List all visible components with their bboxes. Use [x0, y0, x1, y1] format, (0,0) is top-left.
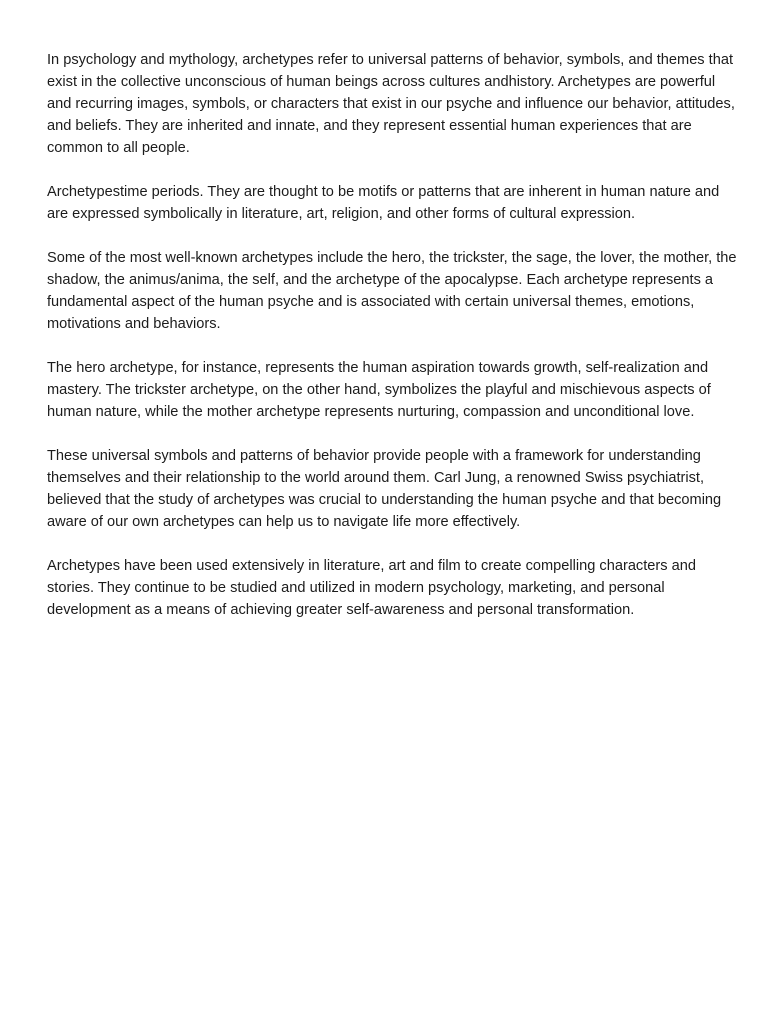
- paragraph-hero-archetype: The hero archetype, for instance, represents the human aspiration towards growth, self-realization and mastery. The trickster archetype, on the other hand, symbolizes the playful and mischievous aspects of human nature, while the mother archetype represents nurturing, compassion and unconditional love.: [47, 360, 711, 420]
- paragraph-intro: In psychology and mythology, archetypes refer to universal patterns of behavior, symbols, and themes that exist in the collective unconscious of human beings across cultures andhistory. Archetypes are powerful and recurring images, symbols, or characters that exist in our psyche and influence our behavior, attitudes, and beliefs. They are inherited and innate, and they represent essential human experiences that are common to all people.: [47, 52, 735, 156]
- document-body: [47, 49, 737, 643]
- paragraph-uses: Archetypes have been used extensively in literature, art and film to create compelling characters and stories. They continue to be studied and utilized in modern psychology, marketing, and personal development as a means of achieving greater self-awareness and personal transformation.: [47, 558, 696, 618]
- paragraph-time-periods: Archetypestime periods. They are thought to be motifs or patterns that are inherent in human nature and are expressed symbolically in literature, art, religion, and other forms of cultural expression.: [47, 184, 720, 222]
- paragraph-well-known-archetypes: Some of the most well-known archetypes include the hero, the trickster, the sage, the lover, the mother, the shadow, the animus/anima, the self, and the archetype of the apocalypse. Each archetype represents a fundamental aspect of the human psyche and is associated with certain universal themes, emotions, motivations and behaviors.: [47, 250, 737, 332]
- paragraph-carl-jung: These universal symbols and patterns of behavior provide people with a framework for understanding themselves and their relationship to the world around them. Carl Jung, a renowned Swiss psychiatrist, believed that the study of archetypes was crucial to understanding the human psyche and that becoming aware of our own archetypes can help us to navigate life more effectively.: [47, 448, 722, 530]
